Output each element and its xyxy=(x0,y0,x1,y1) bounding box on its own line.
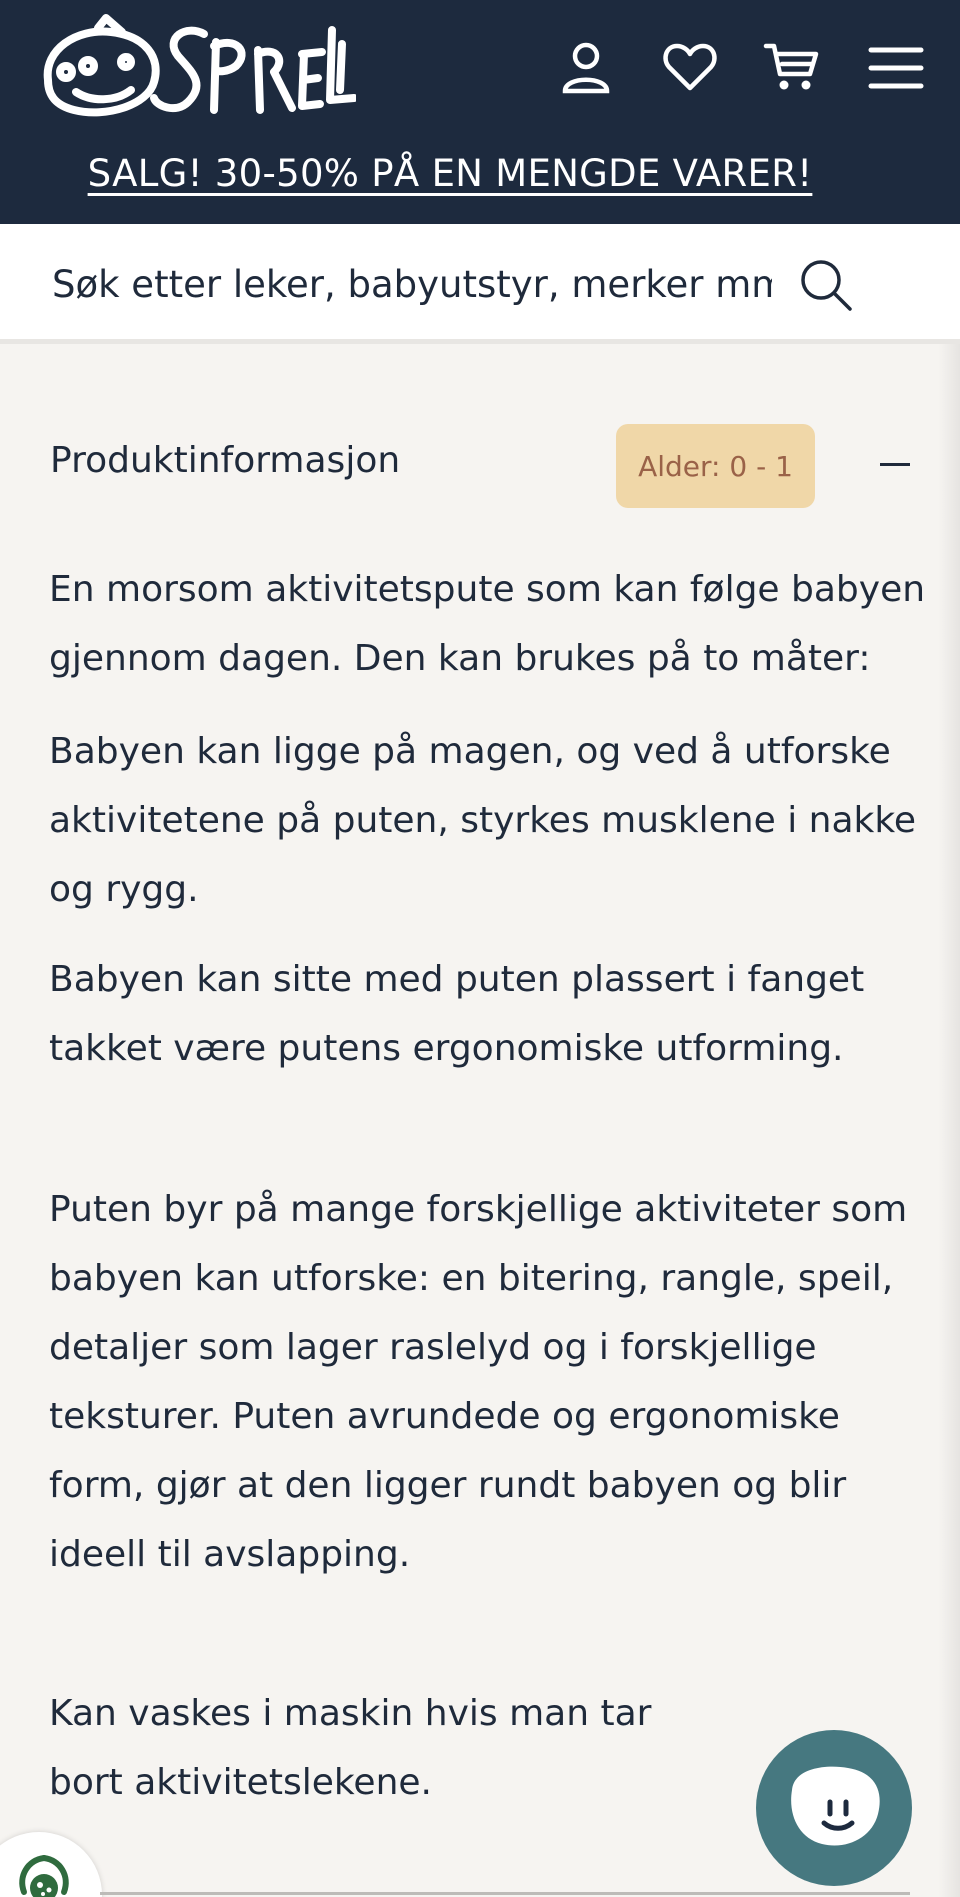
search-input[interactable] xyxy=(52,256,772,312)
description-paragraph: Babyen kan sitte med puten plassert i fanget takket være putens ergonomiske utforming. xyxy=(49,959,865,1069)
age-badge: Alder: 0 - 1 xyxy=(616,424,815,508)
sale-banner-link[interactable]: SALG! 30-50% PÅ EN MENGDE VARER! xyxy=(87,152,813,195)
account-icon[interactable] xyxy=(556,38,616,98)
heart-icon[interactable] xyxy=(660,38,720,98)
cart-icon[interactable] xyxy=(762,38,822,98)
description-paragraph: Babyen kan ligge på magen, og ved å utforske aktivitetene på puten, styrkes musklene i nakke og rygg. xyxy=(49,731,917,910)
scroll-shade xyxy=(938,344,960,1897)
sprell-logo[interactable] xyxy=(36,10,356,125)
divider xyxy=(100,1892,910,1895)
description-paragraph: Puten byr på mange forskjellige aktiviteter som babyen kan utforske: en bitering, rangle, speil, detaljer som lager raslelyd og i forskjellige teksturer. Puten avrundede og ergonomiske form, gjør at den ligger rundt babyen og blir ideell til avslapping. xyxy=(49,1189,908,1575)
description-paragraph: Kan vaskes i maskin hvis man tar bort aktivitetslekene. xyxy=(49,1693,652,1803)
eco-badge[interactable] xyxy=(0,1832,102,1897)
chat-face-icon xyxy=(791,1767,880,1846)
description-paragraph: En morsom aktivitetspute som kan følge babyen gjennom dagen. Den kan brukes på to måter: xyxy=(49,569,926,679)
collapse-button[interactable] xyxy=(876,444,916,484)
menu-icon[interactable] xyxy=(866,38,926,98)
chat-button[interactable] xyxy=(756,1730,912,1886)
site-header xyxy=(0,0,960,224)
search-icon[interactable] xyxy=(798,257,854,313)
section-title: Produktinformasjon xyxy=(50,440,401,481)
recycle-icon xyxy=(16,1852,72,1897)
